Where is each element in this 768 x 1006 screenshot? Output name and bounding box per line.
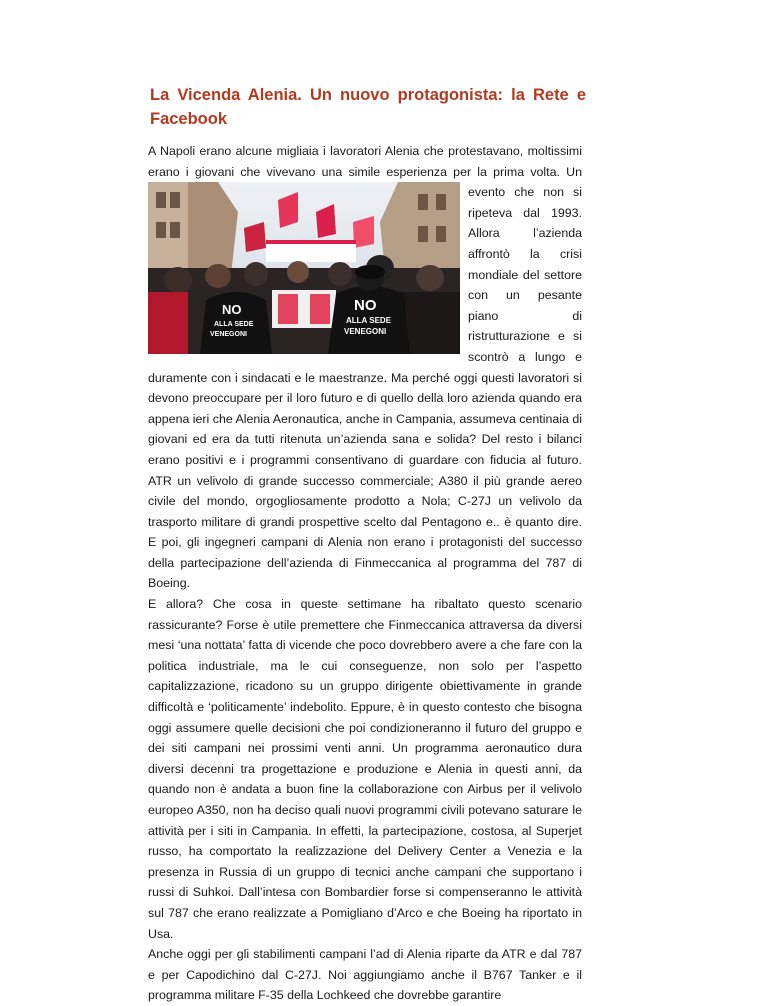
paragraph-1-rest: volta. Un evento che non si ripeteva dal 1993. Allora l’azienda affrontò la crisi mondiale del settore con un pesante piano di ristrutturazione e si scontrò a lungo e duramente con i sindacati e le maestranze. Ma perché oggi questi lavoratori si devono preoccupare per il loro futuro e di quello della loro azienda quando era appena ieri che Alenia Aeronautica, anche in Campania, assumeva centinaia di giovani ed era da tutti ritenuta un’azienda sana e solida? Del resto i bilanci erano positivi e i programmi consentivano di guardare con fiducia al futuro. ATR un velivolo di grande successo commerciale; A380 il più grande aereo civile del mondo, orgogliosamente prodotto a Nola; C-27J un velivolo da trasporto militare di grandi prospettive scelto dal Pentagono e.. è quanto dire. E poi, gli ingegneri campani di Alenia non erano i protagonisti del successo della partecipazione dell’azienda di Finmeccanica al programma del 787 di Boeing. [148,164,582,591]
paragraph-3: Anche oggi per gli stabilimenti campani l’ad di Alenia riparte da ATR e dal 787 e per Capodichino dal C-27J. Noi aggiungiamo anche il B767 Tanker e il programma militare F-35 della Lochkeed che dovrebbe garantire [148,947,582,1003]
shirt-text-6: VENEGONI [344,327,387,337]
shirt-text-3: VENEGONI [210,331,247,339]
paragraph-1 [148,141,582,594]
protest-photo [148,182,460,354]
protest-photo-image [148,182,460,354]
shirt-text-5: ALLA SEDE [346,316,392,326]
shirt-text-4: NO [354,297,377,315]
article-title: La Vicenda Alenia. Un nuovo protagonista: la Rete e Facebook [150,86,586,128]
paragraph-2: E allora? Che cosa in queste settimane ha ribaltato questo scenario rassicurante? Forse è utile premettere che Finmeccanica attraversa da diversi mesi ‘una nottata’ fatta di vicende che poco dovrebbero avere a che fare con la politica industriale, ma le cui conseguenze, non solo per l’aspetto capitalizzazione, ricadono su un gruppo dirigente obiettivamente in grande difficoltà e ‘politicamente’ indebolito. Eppure, è in questo contesto che bisogna oggi assumere quelle decisioni che poi condizioneranno il futuro del gruppo e dei siti campani nei prossimi venti anni. Un programma aeronautico dura diversi decenni tra progettazione e produzione e Alenia in questi anni, da quando non è andata a buon fine la collaborazione con Airbus per il velivolo europeo A350, non ha deciso quali nuovi programmi civili potevano saturare le attività per i siti in Campania. In effetti, la partecipazione, costosa, al Superjet russo, ha comportato la realizzazione del Delivery Center a Venezia e la presenza in Russia di un gruppo di tecnici anche campani che supportano i russi di Suhkoi. Dall’intesa con Bombardier forse si compenseranno le attività sul 787 che erano realizzate a Pomigliano d’Arco e che Boeing ha riportato in Usa. [148,597,582,941]
article-body [148,141,582,1006]
shirt-text-1: NO [222,302,242,318]
shirt-text-2: ALLA SEDE [214,321,254,329]
paragraph-1-lead: A Napoli erano alcune migliaia i lavoratori Alenia che protestavano, moltissimi erano i giovani che vivevano una simile esperienza per la prima [148,144,582,179]
